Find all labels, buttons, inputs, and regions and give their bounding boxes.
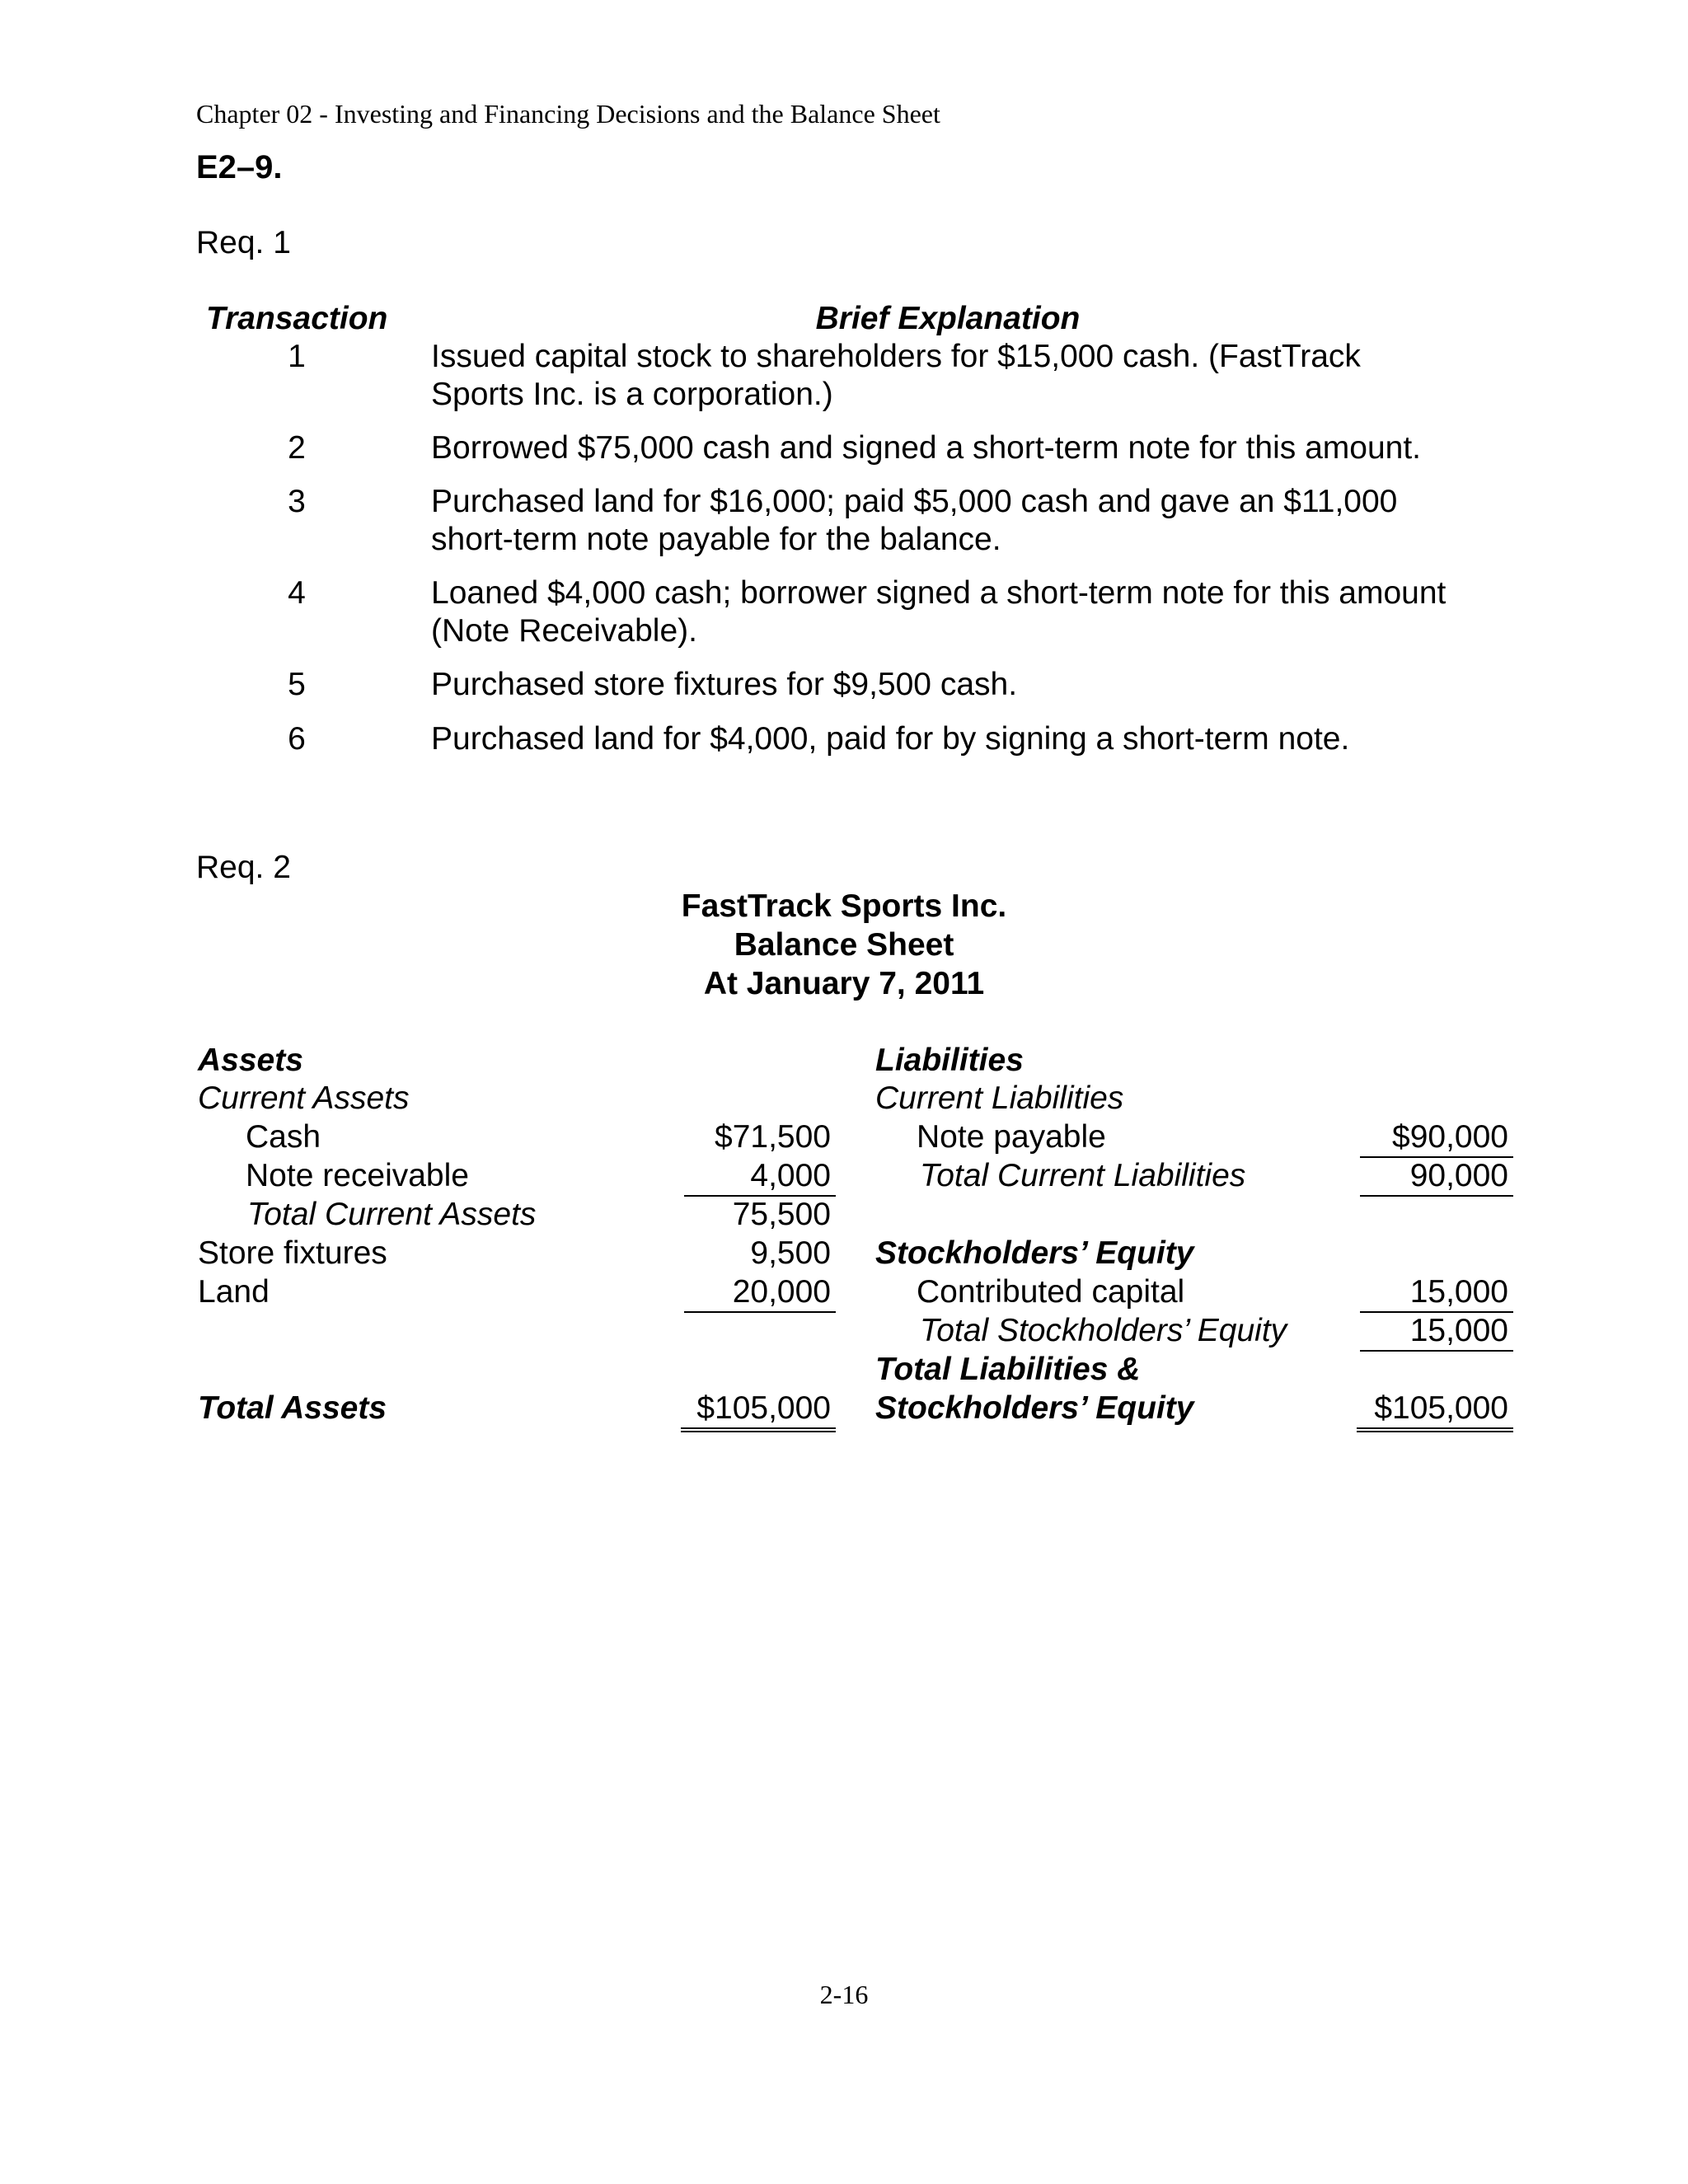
- note-receivable-label: Note receivable: [246, 1158, 469, 1193]
- total-assets-value: $105,000: [681, 1390, 836, 1432]
- land-value: 20,000: [684, 1273, 836, 1313]
- note-payable-label: Note payable: [917, 1119, 1106, 1155]
- transaction-number: 4: [288, 575, 306, 611]
- transaction-explanation: Borrowed $75,000 cash and signed a short-term note for this amount.: [431, 430, 1422, 466]
- total-liabilities-equity-label: Total Liabilities &: [875, 1352, 1141, 1387]
- transaction-explanation: short-term note payable for the balance.: [431, 522, 1001, 557]
- current-assets-heading: Current Assets: [198, 1080, 410, 1116]
- note-payable-value: $90,000: [1360, 1118, 1513, 1158]
- total-liabilities-equity-label: Stockholders’ Equity: [875, 1390, 1194, 1426]
- transaction-number: 6: [288, 721, 306, 757]
- statement-date: At January 7, 2011: [703, 966, 985, 1001]
- transaction-explanation: Purchased land for $4,000, paid for by signing a short-term note.: [431, 721, 1350, 757]
- cash-label: Cash: [246, 1119, 321, 1155]
- store-fixtures-label: Store fixtures: [198, 1235, 387, 1271]
- company-name: FastTrack Sports Inc.: [681, 888, 1007, 924]
- col-explanation-header: Brief Explanation: [815, 301, 1081, 336]
- contributed-capital-label: Contributed capital: [917, 1274, 1185, 1310]
- current-liabilities-heading: Current Liabilities: [875, 1080, 1124, 1116]
- transaction-explanation: (Note Receivable).: [431, 613, 697, 649]
- page-number: 2-16: [819, 1980, 869, 2009]
- transaction-number: 5: [288, 667, 306, 702]
- transaction-explanation: Issued capital stock to shareholders for $15,000 cash. (FastTrack: [431, 339, 1361, 374]
- exercise-title: E2–9.: [196, 149, 283, 185]
- total-assets-label: Total Assets: [198, 1390, 387, 1426]
- assets-heading: Assets: [198, 1043, 303, 1078]
- stockholders-equity-heading: Stockholders’ Equity: [875, 1235, 1194, 1271]
- liabilities-heading: Liabilities: [875, 1043, 1024, 1078]
- cash-value: $71,500: [715, 1119, 831, 1155]
- transaction-number: 2: [288, 430, 306, 466]
- col-transaction-header: Transaction: [206, 301, 388, 336]
- transaction-explanation: Purchased store fixtures for $9,500 cash.: [431, 667, 1018, 702]
- total-current-liabilities-label: Total Current Liabilities: [920, 1158, 1246, 1193]
- note-receivable-value: 4,000: [684, 1157, 836, 1197]
- req1-label: Req. 1: [196, 225, 291, 260]
- store-fixtures-value: 9,500: [750, 1235, 831, 1271]
- statement-title: Balance Sheet: [734, 927, 954, 963]
- transaction-explanation: Loaned $4,000 cash; borrower signed a short-term note for this amount: [431, 575, 1447, 611]
- contributed-capital-value: 15,000: [1360, 1273, 1513, 1313]
- total-liabilities-equity-value: $105,000: [1357, 1390, 1513, 1432]
- transaction-explanation: Purchased land for $16,000; paid $5,000 cash and gave an $11,000: [431, 484, 1398, 519]
- chapter-header: Chapter 02 - Investing and Financing Decisions and the Balance Sheet: [196, 99, 940, 129]
- req2-label: Req. 2: [196, 850, 291, 885]
- total-stockholders-equity-value: 15,000: [1360, 1312, 1513, 1352]
- transaction-explanation: Sports Inc. is a corporation.): [431, 377, 833, 412]
- total-current-liabilities-value: 90,000: [1360, 1157, 1513, 1197]
- land-label: Land: [198, 1274, 270, 1310]
- transaction-number: 3: [288, 484, 306, 519]
- total-current-assets-value: 75,500: [732, 1197, 831, 1232]
- total-current-assets-label: Total Current Assets: [247, 1197, 537, 1232]
- transaction-number: 1: [288, 339, 306, 374]
- total-stockholders-equity-label: Total Stockholders’ Equity: [920, 1313, 1287, 1348]
